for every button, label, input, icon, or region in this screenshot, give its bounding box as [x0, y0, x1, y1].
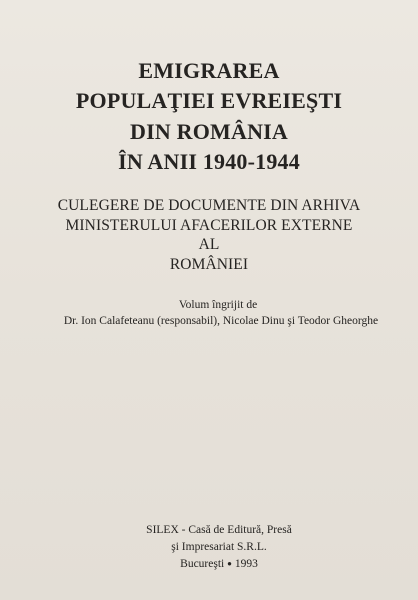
bullet-separator: ●	[227, 559, 232, 568]
subtitle-line-3: AL	[198, 236, 220, 253]
title-line-1: EMIGRAREA	[138, 58, 280, 83]
editors-label: Volum îngrijit de	[178, 299, 258, 311]
publisher-line-1: SILEX - Casă de Editură, Presă	[146, 524, 292, 536]
subtitle-line-1: CULEGERE DE DOCUMENTE DIN ARHIVA	[57, 197, 361, 214]
subtitle-line-4: ROMÂNIEI	[169, 256, 249, 273]
editors-names: Dr. Ion Calafeteanu (responsabil), Nicolae Dinu şi Teodor Gheorghe	[63, 315, 379, 327]
subtitle-line-2: MINISTERULUI AFACERILOR EXTERNE	[65, 217, 353, 234]
title-line-4: ÎN ANII 1940-1944	[118, 149, 300, 174]
publisher-place-year	[0, 558, 418, 570]
publisher-city: Bucureşti	[180, 558, 225, 570]
publisher-line-2: şi Impresariat S.R.L.	[171, 541, 267, 553]
title-line-2: POPULAŢIEI EVREIEŞTI	[75, 88, 343, 113]
publisher-year: 1993	[234, 558, 258, 570]
title-line-3: DIN ROMÂNIA	[129, 119, 289, 144]
